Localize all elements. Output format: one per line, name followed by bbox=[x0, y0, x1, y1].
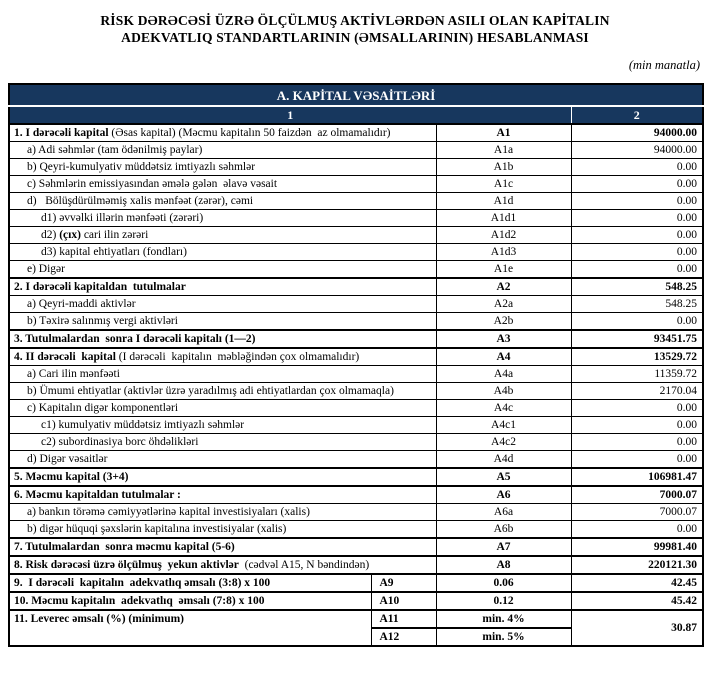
row-label-text: a) Adi səhmlər (tam ödənilmiş paylar) bbox=[27, 143, 203, 156]
row-code-cell: A4c1 bbox=[436, 417, 571, 434]
column-header-row bbox=[9, 106, 703, 124]
row-code-cell: A1d3 bbox=[436, 244, 571, 261]
row-value-cell: 7000.07 bbox=[571, 504, 703, 521]
row-code-cell: A4a bbox=[436, 366, 571, 383]
row-label-cell bbox=[9, 296, 436, 313]
table-row bbox=[9, 366, 703, 383]
row-value-cell: 94000.00 bbox=[571, 142, 703, 159]
row-label-text: cari ilin zərəri bbox=[80, 228, 149, 241]
row-label-text: 6. Məcmu kapitaldan tutulmalar : bbox=[14, 488, 181, 501]
table-row bbox=[9, 348, 703, 366]
table-row bbox=[9, 296, 703, 313]
row-code-cell: A2 bbox=[436, 278, 571, 296]
row-code-cell: A1e bbox=[436, 261, 571, 279]
row-label-cell bbox=[9, 227, 436, 244]
row-code-cell: A1b bbox=[436, 159, 571, 176]
row-value-cell: 0.00 bbox=[571, 521, 703, 539]
row-value-cell: 0.00 bbox=[571, 193, 703, 210]
table-row bbox=[9, 176, 703, 193]
table-row bbox=[9, 556, 703, 574]
ratio-value-cell: 45.42 bbox=[571, 592, 703, 610]
table-row bbox=[9, 383, 703, 400]
ratio-label-cell bbox=[9, 592, 371, 610]
row-label-cell bbox=[9, 417, 436, 434]
row-code-cell: A6 bbox=[436, 486, 571, 504]
ratio-code-cell: A9 bbox=[371, 574, 436, 592]
table-row bbox=[9, 417, 703, 434]
row-code-cell: A1d1 bbox=[436, 210, 571, 227]
row-code-cell: A4d bbox=[436, 451, 571, 469]
row-value-cell: 11359.72 bbox=[571, 366, 703, 383]
row-label-cell bbox=[9, 538, 436, 556]
ratio-rows-body bbox=[9, 574, 703, 646]
row-label-cell bbox=[9, 366, 436, 383]
row-value-cell: 548.25 bbox=[571, 278, 703, 296]
row-label-text: 11. Leverec əmsalı (%) (minimum) bbox=[14, 613, 185, 625]
table-row bbox=[9, 400, 703, 417]
row-value-cell: 7000.07 bbox=[571, 486, 703, 504]
ratio-label-cell bbox=[9, 574, 371, 592]
row-value-cell: 93451.75 bbox=[571, 330, 703, 348]
row-value-cell: 220121.30 bbox=[571, 556, 703, 574]
row-label-text: e) Digər bbox=[27, 262, 65, 275]
ratio-code-cell: A10 bbox=[371, 592, 436, 610]
row-code-cell: A2a bbox=[436, 296, 571, 313]
ratio-norm-cell: min. 4% bbox=[436, 610, 571, 628]
ratio-row bbox=[9, 574, 703, 592]
row-code-cell: A7 bbox=[436, 538, 571, 556]
row-label-text: d2) bbox=[41, 228, 60, 241]
row-label-cell bbox=[9, 400, 436, 417]
row-value-cell: 94000.00 bbox=[571, 124, 703, 142]
row-value-cell: 106981.47 bbox=[571, 468, 703, 486]
row-code-cell: A1 bbox=[436, 124, 571, 142]
table-row bbox=[9, 468, 703, 486]
row-value-cell: 0.00 bbox=[571, 244, 703, 261]
row-value-cell: 0.00 bbox=[571, 417, 703, 434]
row-label-text: (cədvəl A15, N bəndindən) bbox=[238, 558, 370, 571]
row-code-cell: A8 bbox=[436, 556, 571, 574]
row-code-cell: A6b bbox=[436, 521, 571, 539]
row-code-cell: A4b bbox=[436, 383, 571, 400]
row-label-cell bbox=[9, 556, 436, 574]
table-row bbox=[9, 278, 703, 296]
row-label-cell bbox=[9, 278, 436, 296]
ratio-norm-cell: 0.06 bbox=[436, 574, 571, 592]
row-label-text: d1) əvvəlki illərin mənfəəti (zərəri) bbox=[41, 211, 204, 224]
section-header-row bbox=[9, 84, 703, 106]
table-row bbox=[9, 142, 703, 159]
row-label-text: 8. Risk dərəcəsi üzrə ölçülmuş yekun aktivlər bbox=[14, 558, 239, 571]
row-value-cell: 0.00 bbox=[571, 210, 703, 227]
row-label-text: a) bankın törəmə cəmiyyətlərinə kapital investisiyaları (xalis) bbox=[27, 505, 310, 518]
row-label-text: a) Qeyri-maddi aktivlər bbox=[27, 297, 136, 310]
table-body bbox=[9, 124, 703, 574]
row-label-text: (çıx) bbox=[59, 228, 81, 241]
row-label-cell bbox=[9, 193, 436, 210]
row-label-cell bbox=[9, 521, 436, 539]
row-label-cell bbox=[9, 383, 436, 400]
row-label-cell bbox=[9, 176, 436, 193]
row-code-cell: A1c bbox=[436, 176, 571, 193]
ratio-value-cell: 42.45 bbox=[571, 574, 703, 592]
row-value-cell: 13529.72 bbox=[571, 348, 703, 366]
row-value-cell: 0.00 bbox=[571, 451, 703, 469]
document-title-line2: ADEKVATLIQ STANDARTLARININ (ƏMSALLARININ) HESABLANMASI bbox=[121, 30, 589, 45]
table-row bbox=[9, 210, 703, 227]
row-label-cell bbox=[9, 210, 436, 227]
table-row bbox=[9, 538, 703, 556]
row-label-cell bbox=[9, 434, 436, 451]
row-label-text: 5. Məcmu kapital (3+4) bbox=[14, 470, 129, 483]
table-row bbox=[9, 330, 703, 348]
row-value-cell: 0.00 bbox=[571, 261, 703, 279]
row-label-text: b) Qeyri-kumulyativ müddətsiz imtiyazlı səhmlər bbox=[27, 160, 256, 173]
ratio-row bbox=[9, 592, 703, 610]
ratio-code-cell: A12 bbox=[371, 628, 436, 646]
capital-adequacy-table bbox=[8, 83, 704, 647]
row-label-cell bbox=[9, 504, 436, 521]
column-header-2: 2 bbox=[571, 106, 703, 124]
row-value-cell: 2170.04 bbox=[571, 383, 703, 400]
ratio-norm-cell: min. 5% bbox=[436, 628, 571, 646]
row-code-cell: A6a bbox=[436, 504, 571, 521]
row-label-text: c1) kumulyativ müddətsiz imtiyazlı səhmlər bbox=[41, 418, 245, 431]
row-label-text: a) Cari ilin mənfəəti bbox=[27, 367, 120, 380]
unit-note: (min manatla) bbox=[628, 58, 700, 72]
row-value-cell: 0.00 bbox=[571, 400, 703, 417]
row-value-cell: 0.00 bbox=[571, 227, 703, 244]
row-value-cell: 0.00 bbox=[571, 176, 703, 193]
row-label-text: b) Ümumi ehtiyatlar (aktivlər üzrə yaradılmış adi ehtiyatlardan çox olmamaqla) bbox=[27, 384, 394, 397]
ratio-value-cell: 30.87 bbox=[571, 610, 703, 646]
table-row bbox=[9, 227, 703, 244]
table-row bbox=[9, 244, 703, 261]
row-label-text: 2. I dərəcəli kapitaldan tutulmalar bbox=[14, 280, 186, 293]
row-label-cell bbox=[9, 348, 436, 366]
row-value-cell: 99981.40 bbox=[571, 538, 703, 556]
table-row bbox=[9, 451, 703, 469]
column-header-1: 1 bbox=[9, 106, 571, 124]
row-code-cell: A5 bbox=[436, 468, 571, 486]
row-label-cell bbox=[9, 468, 436, 486]
row-label-cell bbox=[9, 142, 436, 159]
row-label-text: 1. I dərəcəli kapital bbox=[14, 126, 109, 139]
document-title-line1: RİSK DƏRƏCƏSİ ÜZRƏ ÖLÇÜLMUŞ AKTİVLƏRDƏN ASILI OLAN KAPİTALIN bbox=[100, 13, 610, 28]
row-label-cell bbox=[9, 244, 436, 261]
row-code-cell: A2b bbox=[436, 313, 571, 331]
row-value-cell: 0.00 bbox=[571, 159, 703, 176]
row-label-cell bbox=[9, 159, 436, 176]
row-label-text: d) Bölüşdürülməmiş xalis mənfəət (zərər), cəmi bbox=[27, 194, 254, 207]
row-label-text: 9. I dərəcəli kapitalın adekvatlıq əmsalı (3:8) x 100 bbox=[14, 576, 271, 589]
table-row bbox=[9, 124, 703, 142]
ratio-row bbox=[9, 610, 703, 628]
row-value-cell: 0.00 bbox=[571, 434, 703, 451]
row-code-cell: A1d2 bbox=[436, 227, 571, 244]
row-label-text: c) Kapitalın digər komponentləri bbox=[27, 401, 179, 414]
table-row bbox=[9, 434, 703, 451]
row-value-cell: 548.25 bbox=[571, 296, 703, 313]
row-label-text: d3) kapital ehtiyatları (fondları) bbox=[41, 245, 187, 258]
table-row bbox=[9, 486, 703, 504]
table-row bbox=[9, 313, 703, 331]
row-label-text: c) Səhmlərin emissiyasından əmələ gələn əlavə vəsait bbox=[27, 177, 278, 190]
row-code-cell: A3 bbox=[436, 330, 571, 348]
row-label-text: b) digər hüquqi şəxslərin kapitalına investisiyalar (xalis) bbox=[27, 522, 287, 535]
ratio-norm-cell: 0.12 bbox=[436, 592, 571, 610]
row-label-text: c2) subordinasiya borc öhdəlikləri bbox=[41, 435, 199, 448]
row-label-text: 7. Tutulmalardan sonra məcmu kapital (5-6) bbox=[14, 540, 235, 553]
row-label-cell bbox=[9, 451, 436, 469]
row-value-cell: 0.00 bbox=[571, 313, 703, 331]
row-label-cell bbox=[9, 330, 436, 348]
table-row bbox=[9, 261, 703, 279]
row-label-text: 10. Məcmu kapitalın adekvatlıq əmsalı (7:8) x 100 bbox=[14, 594, 265, 607]
row-code-cell: A4c bbox=[436, 400, 571, 417]
row-label-cell bbox=[9, 261, 436, 279]
table-row bbox=[9, 521, 703, 539]
row-label-cell bbox=[9, 124, 436, 142]
section-header-title: A. KAPİTAL VƏSAİTLƏRİ bbox=[9, 84, 703, 106]
table-row bbox=[9, 193, 703, 210]
row-code-cell: A1a bbox=[436, 142, 571, 159]
row-label-text: 4. II dərəcəli kapital bbox=[14, 350, 116, 363]
row-label-text: 3. Tutulmalardan sonra I dərəcəli kapitalı (1—2) bbox=[14, 332, 256, 345]
ratio-code-cell: A11 bbox=[371, 610, 436, 628]
row-label-text: (I dərəcəli kapitalın məbləğindən çox olmamalıdır) bbox=[115, 350, 360, 363]
row-label-text: (Əsas kapital) (Məcmu kapitalın 50 faizdən az olmamalıdır) bbox=[108, 126, 391, 139]
document-header bbox=[0, 12, 710, 46]
ratio-label-cell bbox=[9, 610, 371, 646]
row-code-cell: A1d bbox=[436, 193, 571, 210]
table-row bbox=[9, 159, 703, 176]
row-label-text: d) Digər vəsaitlər bbox=[27, 452, 108, 465]
row-label-cell bbox=[9, 313, 436, 331]
row-label-text: b) Təxirə salınmış vergi aktivləri bbox=[27, 314, 178, 327]
row-code-cell: A4c2 bbox=[436, 434, 571, 451]
row-code-cell: A4 bbox=[436, 348, 571, 366]
row-label-cell bbox=[9, 486, 436, 504]
table-row bbox=[9, 504, 703, 521]
